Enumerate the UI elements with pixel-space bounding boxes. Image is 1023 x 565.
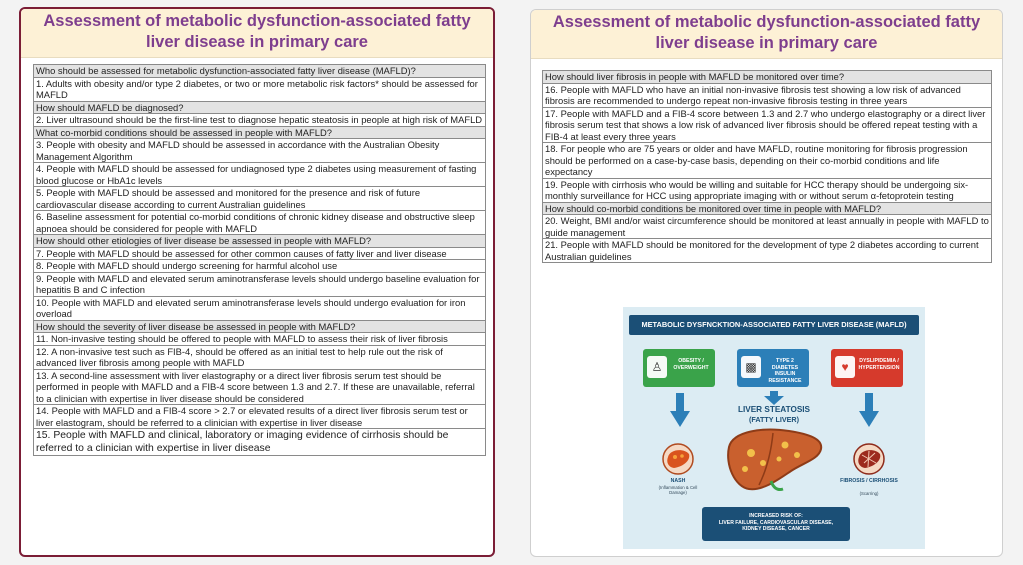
recommendation-text: 5. People with MAFLD should be assessed and monitored for the presence and risk of future cardiovascular disease according to current Australian guidelines xyxy=(34,187,486,211)
recommendation-text: 16. People with MAFLD who have an initial non-invasive fibrosis test showing a low risk of advanced fibrosis are recommended to undergo repeat non-invasive fibrosis testing in three years xyxy=(543,83,992,107)
obesity-label: OBESITY / OVERWEIGHT xyxy=(673,358,709,371)
recommendation-text: 7. People with MAFLD should be assessed for other common causes of fatty liver and liver disease xyxy=(34,247,486,260)
recommendation-row xyxy=(543,107,992,143)
recommendation-text: 14. People with MAFLD and a FIB-4 score > 2.7 or elevated results of a direct liver fibrosis serum test or liver elastogram, should be referred to a clinician with expertise in liver disease xyxy=(34,405,486,429)
obesity-box xyxy=(643,349,715,387)
recommendations-table xyxy=(542,70,992,263)
recommendation-row xyxy=(543,215,992,239)
recommendation-text: 3. People with obesity and MAFLD should be assessed in accordance with the Australian Obesity Management Algorithm xyxy=(34,139,486,163)
fibrosis-liver-icon xyxy=(853,443,885,475)
question-row xyxy=(34,235,486,248)
recommendation-text: 15. People with MAFLD and clinical, laboratory or imaging evidence of cirrhosis should be referred to a clinician with expertise in liver disease xyxy=(34,429,486,456)
question-row xyxy=(34,320,486,333)
recommendation-row xyxy=(34,77,486,101)
question-text: How should MAFLD be diagnosed? xyxy=(34,101,486,114)
person-icon: ♙ xyxy=(647,356,667,378)
question-text: What co-morbid conditions should be assessed in people with MAFLD? xyxy=(34,126,486,139)
recommendation-row xyxy=(34,345,486,369)
dyslipidemia-box xyxy=(831,349,903,387)
fibrosis-label: FIBROSIS / CIRRHOSIS xyxy=(840,478,898,484)
recommendation-row xyxy=(34,139,486,163)
risk-line-2: KIDNEY DISEASE, CANCER xyxy=(742,526,810,533)
recommendation-text: 21. People with MAFLD should be monitored for the development of type 2 diabetes according to current Australian guidelines xyxy=(543,239,992,263)
recommendation-text: 12. A non-invasive test such as FIB-4, should be offered as an initial test to help rule out the risk of advanced liver fibrosis among people with MAFLD xyxy=(34,345,486,369)
recommendation-text: 4. People with MAFLD should be assessed for undiagnosed type 2 diabetes using measurement of fasting blood glucose or HbA1c levels xyxy=(34,163,486,187)
recommendation-text: 6. Baseline assessment for potential co-morbid conditions of chronic kidney disease and obstructive sleep apnoea should be considered for people with MAFLD xyxy=(34,211,486,235)
recommendation-row xyxy=(34,260,486,273)
right-panel xyxy=(530,9,1003,557)
recommendation-row xyxy=(34,114,486,127)
recommendation-row xyxy=(34,247,486,260)
question-row xyxy=(34,65,486,78)
panel-title: Assessment of metabolic dysfunction-associated fatty liver disease in primary care xyxy=(21,9,493,58)
nash-liver-icon xyxy=(662,443,694,475)
question-row xyxy=(543,71,992,84)
nash-caption: (Inflammation & Cell Damage) xyxy=(658,485,698,496)
recommendation-text: 8. People with MAFLD should undergo screening for harmful alcohol use xyxy=(34,260,486,273)
recommendation-row xyxy=(543,239,992,263)
recommendation-text: 13. A second-line assessment with liver elastography or a direct liver fibrosis serum test should be performed in people with MAFLD and a FIB-4 score between 1.3 and 2.7. If these are unavailable, referral to a clinician with expertise in liver disease should be considered xyxy=(34,369,486,405)
recommendation-row xyxy=(34,163,486,187)
mafld-infographic xyxy=(623,307,925,549)
question-text: How should other etiologies of liver disease be assessed in people with MAFLD? xyxy=(34,235,486,248)
recommendation-row xyxy=(543,83,992,107)
glucose-meter-icon: ▩ xyxy=(741,356,761,378)
liver-steatosis-title: LIVER STEATOSIS xyxy=(737,405,811,414)
dyslipidemia-label: DYSLIPIDEMIA / HYPERTENSION xyxy=(858,358,900,371)
question-row xyxy=(543,202,992,215)
infographic-banner: METABOLIC DYSFNCKTION-ASSOCIATED FATTY LIVER DISEASE (MAFLD) xyxy=(629,315,919,335)
recommendation-row xyxy=(34,369,486,405)
recommendation-row xyxy=(34,187,486,211)
recommendation-row xyxy=(34,296,486,320)
recommendation-row xyxy=(34,272,486,296)
recommendation-text: 9. People with MAFLD and elevated serum aminotransferase levels should undergo baseline evaluation for hepatitis B and C infection xyxy=(34,272,486,296)
recommendation-text: 1. Adults with obesity and/or type 2 diabetes, or two or more metabolic risk factors* should be assessed for MAFLD xyxy=(34,77,486,101)
nash-label: NASH xyxy=(670,478,686,484)
diabetes-box xyxy=(737,349,809,387)
recommendation-text: 2. Liver ultrasound should be the first-line test to diagnose hepatic steatosis in people at high risk of MAFLD xyxy=(34,114,486,127)
question-text: How should the severity of liver disease be assessed in people with MAFLD? xyxy=(34,320,486,333)
risk-title: INCREASED RISK OF: xyxy=(749,513,803,519)
left-panel xyxy=(19,7,495,557)
fibrosis-caption: (Scarring) xyxy=(859,491,879,496)
question-text: How should liver fibrosis in people with MAFLD be monitored over time? xyxy=(543,71,992,84)
recommendation-text: 17. People with MAFLD and a FIB-4 score between 1.3 and 2.7 who undergo elastography or a direct liver fibrosis serum test that shows a low risk of advanced liver fibrosis should be offered repeat testing with a FIB-4 at least every three years xyxy=(543,107,992,143)
recommendation-text: 18. For people who are 75 years or older and have MAFLD, routine monitoring for fibrosis progression should be performed on a case-by-case basis, depending on their co-morbid conditions and life expectancy xyxy=(543,143,992,179)
recommendation-row xyxy=(543,143,992,179)
risk-line-1: LIVER FAILURE, CARDIOVASCULAR DISEASE, xyxy=(718,519,834,526)
recommendation-text: 10. People with MAFLD and elevated serum aminotransferase levels should undergo evaluation for iron overload xyxy=(34,296,486,320)
question-row xyxy=(34,126,486,139)
liver-icon xyxy=(723,425,827,497)
diabetes-label: TYPE 2 DIABETES INSULIN RESISTANCE xyxy=(768,358,802,384)
arrow-down-icon xyxy=(859,393,879,427)
increased-risk-box xyxy=(702,507,850,541)
arrow-down-icon xyxy=(764,391,784,405)
recommendation-row xyxy=(34,333,486,346)
recommendation-text: 19. People with cirrhosis who would be willing and suitable for HCC therapy should be undergoing six-monthly surveillance for HCC using appropriate imaging with or without serum α-fetoprotein testing xyxy=(543,178,992,202)
question-text: Who should be assessed for metabolic dysfunction-associated fatty liver disease (MAFLD)? xyxy=(34,65,486,78)
recommendation-row xyxy=(543,178,992,202)
recommendation-text: 20. Weight, BMI and/or waist circumference should be monitored at least annually in people with MAFLD to guide management xyxy=(543,215,992,239)
fatty-liver-subtitle: (FATTY LIVER) xyxy=(748,415,800,424)
recommendation-row xyxy=(34,429,486,456)
recommendation-text: 11. Non-invasive testing should be offered to people with MAFLD to assess their risk of liver fibrosis xyxy=(34,333,486,346)
recommendation-row xyxy=(34,211,486,235)
recommendation-row xyxy=(34,405,486,429)
question-text: How should co-morbid conditions be monitored over time in people with MAFLD? xyxy=(543,202,992,215)
heart-icon: ♥ xyxy=(835,356,855,378)
arrow-down-icon xyxy=(670,393,690,427)
recommendations-table xyxy=(33,64,486,456)
panel-title: Assessment of metabolic dysfunction-associated fatty liver disease in primary care xyxy=(531,10,1002,59)
question-row xyxy=(34,101,486,114)
